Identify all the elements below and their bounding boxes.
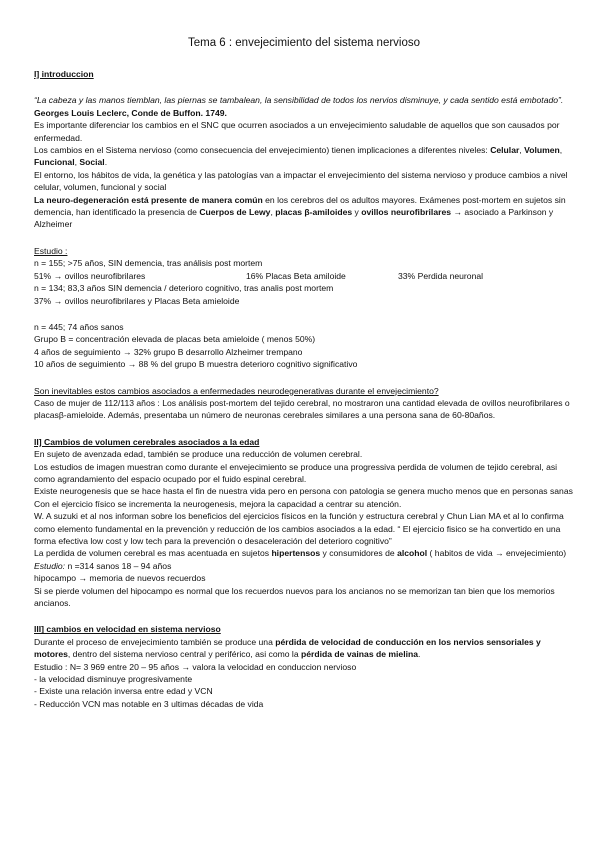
document-page (34, 36, 574, 710)
intro-paragraph-4 (34, 194, 574, 231)
level-volumen: Volumen (524, 145, 560, 156)
sep: , (270, 207, 276, 218)
estudio-line-6: Grupo B = concentración elevada de placas beta amieloide ( menos 50%) (34, 334, 316, 345)
vainas-mielina-bold: pérdida de vainas de mielina (301, 649, 419, 660)
section-heading-velocidad: III] cambios en velocidad en sistema nervioso (34, 624, 221, 635)
volumen-p6-text: La perdida de volumen cerebral es mas acentuada en sujetos (34, 548, 272, 559)
volumen-paragraph-3: Existe neurogenesis que se hace hasta el fin de nuestra vida pero en persona con patologia se genera mucho menos que en personas sanas (34, 486, 573, 497)
level-social: Social (79, 157, 105, 168)
volumen-paragraph-1: En sujeto de avenzada edad, también se produce una reducción de volumen cerebral. (34, 449, 363, 460)
velocidad-p1-text: Durante el proceso de envejecimiento también se produce una (34, 636, 276, 647)
stat-perdida: 33% Perdida neuronal (398, 270, 484, 281)
sep: , (519, 145, 525, 156)
velocidad-p1-mid: , dentro del sistema nervioso central y periférico, asi como la (67, 649, 301, 660)
volumen-paragraph-8: hipocampo → memoria de nuevos recuerdos (34, 573, 206, 584)
volumen-p6-end: ( habitos de vida → envejecimiento) (427, 548, 567, 559)
intro-paragraph-3: El entorno, los hábitos de vida, la genética y las patologías van a impactar el envejecimiento del sistema nervioso y produce cambios a nivel celular, volumen, funcional y social (34, 169, 568, 193)
inevitables-heading: Son inevitables estos cambios asociados a enfermedades neurodegenerativas durante el envejecimiento? (34, 385, 439, 396)
sep: , (74, 157, 80, 168)
intro-paragraph-2 (34, 144, 574, 169)
stat-placas: 16% Placas Beta amiloide (246, 270, 346, 281)
level-funcional: Funcional (34, 157, 75, 168)
volumen-p6-mid: y consumidores de (320, 548, 398, 559)
page-title: Tema 6 : envejecimiento del sistema nervioso (187, 37, 421, 49)
neuro-degeneracion-bold: La neuro-degeneración está presente de manera común (34, 194, 263, 205)
velocidad-list-item: - la velocidad disminuye progresivamente (34, 674, 193, 685)
period: . (104, 157, 108, 168)
sep: , (559, 145, 563, 156)
volumen-paragraph-2: Los estudios de imagen muestran como durante el envejecimiento se produce una progressiva perdida de volumen de tejido cerebral, asi como agrandamiento del espacio ocupado por el fuido espinal cerebral. (34, 461, 558, 484)
level-celular: Celular (490, 145, 520, 156)
intro-p2-text: Los cambios en el Sistema nervioso (como consecuencia del envejecimiento) tienen implicaciones a diferentes niveles: (34, 145, 491, 156)
estudio-italic: Estudio: (34, 560, 66, 571)
estudio-line-1: n = 155; >75 años, SIN demencia, tras análisis post mortem (34, 258, 263, 269)
alcohol-bold: alcohol (397, 548, 428, 559)
estudio-line-3: n = 134; 83,3 años SIN demencia / deterioro cognitivo, tras analis post mortem (34, 283, 334, 294)
velocidad-paragraph-1 (34, 636, 574, 661)
volumen-p7-text: n =314 sanos 18 – 94 años (65, 560, 172, 571)
estudio-line-5: n = 445; 74 años sanos (34, 321, 124, 332)
estudio-line-8: 10 años de seguimiento → 88 % del grupo B muestra deterioro cognitivo significativo (34, 359, 358, 370)
placas-bold: placas β-amiloides (275, 207, 353, 218)
estudio-heading: Estudio : (34, 245, 68, 256)
section-heading-volumen: II] Cambios de volumen cerebrales asociados a la edad (34, 436, 260, 447)
section-heading-introduccion: I] introduccion (34, 69, 94, 79)
estudio-stats-row (34, 270, 574, 282)
period: . (418, 649, 421, 660)
estudio-line-4: 37% → ovillos neurofibrilares y Placas Beta amieloide (34, 295, 240, 306)
quote-paragraph (34, 94, 574, 119)
volumen-paragraph-9: Si se pierde volumen del hipocampo es normal que los recuerdos nuevos para los ancianos no se memorizan tan bien que los memorios ancianos. (34, 585, 555, 609)
volumen-paragraph-7 (34, 560, 574, 572)
estudio-line-7: 4 años de seguimiento → 32% grupo B desarrollo Alzheimer trempano (34, 346, 303, 357)
volumen-paragraph-6 (34, 547, 574, 559)
sep: y (352, 207, 362, 218)
velocidad-paragraph-2: Estudio : N= 3 969 entre 20 – 95 años → valora la velocidad en conduccion nervioso (34, 661, 357, 672)
buffon-quote: “La cabeza y las manos tiemblan, las piernas se tambalean, la sensibilidad de todos los nervios disminuye, y cada sentido está embotado”. (34, 95, 564, 106)
ovillos-bold: ovillos neurofibrilares (361, 207, 451, 218)
intro-p4-text: en los cerebros del os adultos mayores. Exámenes post-mortem en sujetos sin demencia, han identificado la presencia de (34, 194, 566, 218)
intro-p4-end: → asociado a Parkinson y Alzheimer (34, 207, 554, 230)
velocidad-list-item: - Existe una relación inversa entre edad y VCN (34, 686, 213, 697)
volumen-paragraph-5: W. A suzuki et al nos informan sobre los beneficios del ejercicios físicos en la función y estructura cerebral y Chun Lian MA et al lo confirma como elemento fundamental en la prevención y reducción de los cambios asociados a la edad. “ El ejercicio fisico se ha convertido en una forma efectiva low cost y low tech para la prevención o desaceleración del deterioro cognitivo” (34, 511, 564, 546)
hipertensos-bold: hipertensos (271, 548, 321, 559)
velocidad-list-item: - Reducción VCN mas notable en 3 ultimas décadas de vida (34, 698, 264, 709)
stat-ovillos: 51% → ovillos neurofibrilares (34, 270, 146, 281)
cuerpos-lewy-bold: Cuerpos de Lewy (199, 207, 271, 218)
inevitables-paragraph: Caso de mujer de 112/113 años : Los análisis post-mortem del tejido cerebral, no mostraron una cantidad elevada de ovillos neurofibrilares o placasβ-amieloide. Además, presentaba un número de neuronas cerebrales similares a una persona sana de 60-80años. (34, 397, 570, 421)
quote-author: Georges Louis Leclerc, Conde de Buffon. 1749. (34, 107, 227, 118)
intro-paragraph-1: Es importante diferenciar los cambios en el SNC que ocurren asociados a un envejecimiento saludable de aquellos que son causados por enfermedad. (34, 120, 560, 143)
volumen-paragraph-4: Con el ejercicio físico se incrementa la neurogenesis, mejora la capacidad a centrar su atención. (34, 498, 402, 509)
perdida-velocidad-bold: pérdida de velocidad de conducción en los nervios sensoriales y motores (34, 636, 541, 660)
